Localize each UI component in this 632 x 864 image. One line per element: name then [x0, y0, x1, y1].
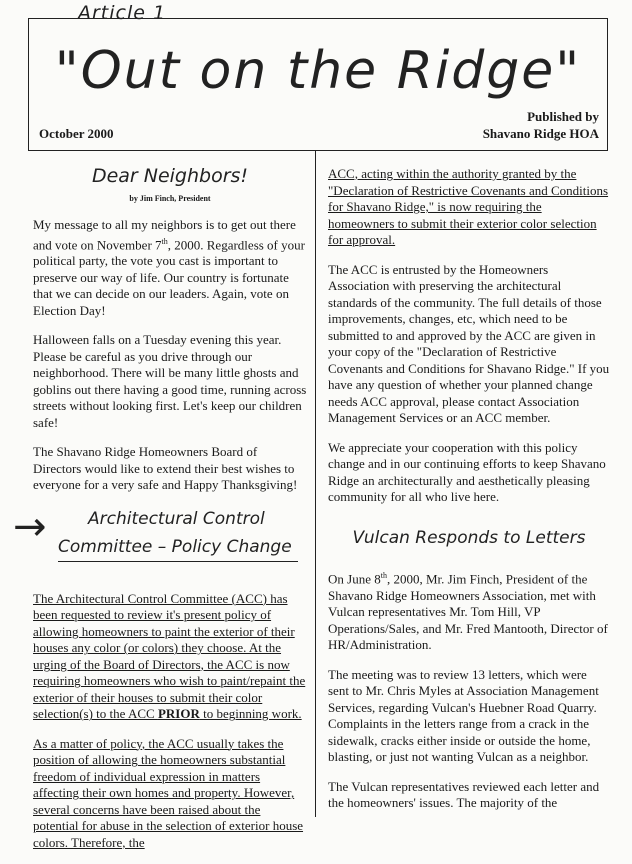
paragraph-vulcan-review: The Vulcan representatives reviewed each letter and the homeowners' issues. The majority of the: [328, 778, 600, 811]
acc-heading-block: [13, 503, 307, 585]
publisher-name: Shavano Ridge HOA: [482, 126, 599, 141]
vulcan-heading: Vulcan Responds to Letters: [352, 527, 586, 548]
newsletter-title: "Out on the Ridge": [54, 41, 582, 101]
paragraph-halloween: Halloween falls on a Tuesday evening this year. Please be careful as you drive through our neighborhood. There will be many little ghosts and goblins out there having a good time, running across streets without looking first. Let's keep our children safe!: [33, 332, 307, 430]
paragraph-thanksgiving: The Shavano Ridge Homeowners Board of Directors would like to extend their best wishes to everyone for a very safe and Happy Thanksgiving!: [33, 444, 298, 493]
paragraph-vulcan-meeting: On June 8th, 2000, Mr. Jim Finch, President of the Shavano Ridge Homeowners Association, met with Vulcan representatives Mr. Tom Hill, VP Operations/Sales, and Mr. Fred Mantooth, Director of HR/Administration.: [328, 571, 608, 653]
paragraph-acc-entrusted: The ACC is entrusted by the Homeowners Association with preserving the architectural standards of the community. The full details of those improvements, changes, etc, which need to be submitted to and approved by the ACC are given in your copy of the "Declaration of Restrictive Covenants and Conditions for Shavano Ridge." If you have any question of whether your planned change needs ACC approval, please contact Association Management Services or an ACC member.: [328, 261, 610, 425]
paragraph-vulcan-letters: The meeting was to review 13 letters, which were sent to Mr. Chris Myles at Association Management Services, regarding Vulcan's Huebner Road Quarry. Complaints in the letters range from a crack in the sidewalk, cracks either inside or outside the home, blasting, or just not wanting Vulcan as a neighbor.: [328, 666, 599, 765]
masthead: [28, 18, 608, 151]
paragraph-appreciation: We appreciate your cooperation with this policy change and in our continuing efforts to keep Shavano Ridge an architecturally and aesthetically pleasing community for all who live here.: [328, 439, 606, 504]
left-column: [13, 165, 307, 864]
byline: by Jim Finch, President: [129, 193, 211, 203]
paragraph-acc-request: The Architectural Control Committee (ACC) has been requested to review it's present policy of allowing homeowners to paint the exterior of their houses any color (or colors) they choose. At the urging of the Board of Directors, the ACC is now requiring homeowners who wish to paint/repaint the exterior of their houses to submit their color selection(s) to the ACC PRIOR to beginning work.: [33, 590, 306, 722]
acc-heading-line2: Committee – Policy Change: [58, 539, 298, 563]
paragraph-acc-policy: As a matter of policy, the ACC usually takes the position of allowing the homeowners substantial freedom of individual expression in matters affecting their own homes and property. However, several concerns have been raised about the potential for abuse in the selection of exterior house colors. Therefore, the: [33, 735, 304, 850]
article-note: Article 1: [78, 2, 167, 24]
published-by-label: Published by: [527, 109, 599, 124]
column-divider: [315, 151, 316, 817]
paragraph-vote: My message to all my neighbors is to get out there and vote on November 7th, 2000. Regardless of your political party, the vote you cast is important to preserve our way of life. Our country is fortunate that we can decide on our leaders. Again, vote on Election Day!: [33, 217, 305, 318]
acc-heading-line1: Architectural Control: [88, 508, 265, 529]
issue-date: October 2000: [39, 126, 114, 141]
paragraph-acc-authority: ACC, acting within the authority granted by the "Declaration of Restrictive Covenants and Conditions for Shavano Ridge," is now requiring the homeowners to submit their exterior color selection for approval.: [328, 166, 609, 247]
publisher-block: [483, 108, 599, 142]
arrow-icon: →: [13, 503, 47, 550]
dear-neighbors-heading: Dear Neighbors!: [91, 165, 249, 187]
right-column: [328, 166, 610, 825]
